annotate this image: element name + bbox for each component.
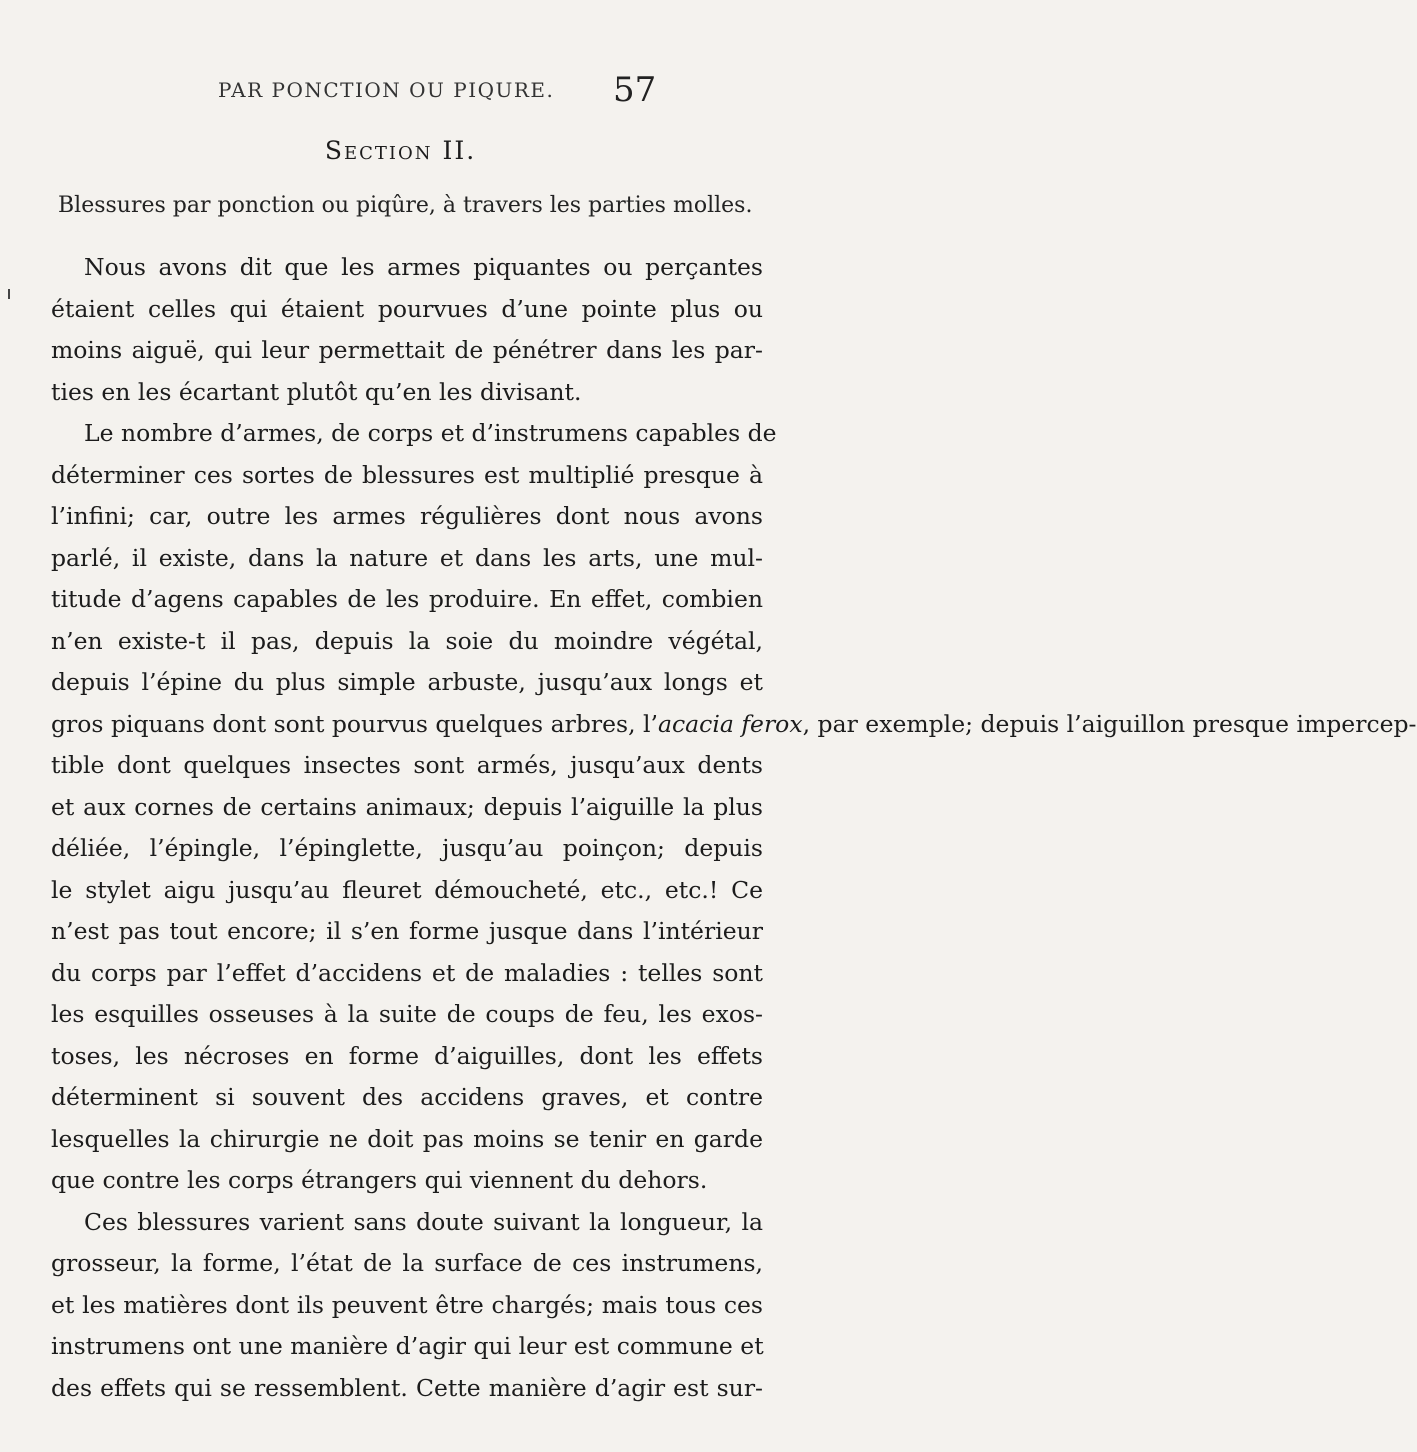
text-line: n’est pas tout encore; il s’en forme jusque dans l’intérieur [51, 917, 763, 945]
text-line: depuis l’épine du plus simple arbuste, jusqu’aux longs et [51, 668, 763, 696]
text-line: déterminer ces sortes de blessures est multiplié presque à [51, 460, 763, 489]
text-line: tible dont quelques insectes sont armés, jusqu’aux dents [51, 751, 763, 779]
text-line: Ces blessures varient sans doute suivant la longueur, la [84, 1207, 763, 1236]
text-line: déliée, l’épingle, l’épinglette, jusqu’au poinçon; depuis [51, 834, 763, 862]
margin-mark [8, 289, 10, 299]
text-line: le stylet aigu jusqu’au fleuret démoucheté, etc., etc.! Ce [51, 875, 763, 904]
section-title: Section II. [324, 136, 477, 165]
section-subtitle: Blessures par ponction ou piqûre, à travers les parties molles. [58, 193, 753, 218]
text-line: des effets qui se ressemblent. Cette manière d’agir est sur- [51, 1373, 763, 1402]
text-line: grosseur, la forme, l’état de la surface de ces instrumens, [51, 1249, 763, 1277]
text-line: moins aiguë, qui leur permettait de pénétrer dans les par- [51, 336, 763, 364]
running-header [218, 78, 678, 102]
text-line: et les matières dont ils peuvent être chargés; mais tous ces [51, 1290, 763, 1319]
text-line: étaient celles qui étaient pourvues d’une pointe plus ou [51, 294, 763, 323]
italic-term: acacia ferox [658, 709, 803, 738]
text-line: ties en les écartant plutôt qu’en les divisant. [51, 377, 582, 406]
text-segment: , par exemple; depuis l’aiguillon presque impercep- [802, 709, 1417, 738]
page-number: 57 [613, 70, 657, 110]
text-line: instrumens ont une manière d’agir qui leur est commune et [51, 1332, 764, 1360]
text-line: déterminent si souvent des accidens graves, et contre [51, 1083, 763, 1111]
text-line: toses, les nécroses en forme d’aiguilles, dont les effets [51, 1041, 763, 1070]
text-line: et aux cornes de certains animaux; depuis l’aiguille la plus [51, 792, 763, 821]
body-text [51, 247, 1417, 1409]
text-line: parlé, il existe, dans la nature et dans les arts, une mul- [51, 543, 763, 572]
text-line: Le nombre d’armes, de corps et d’instrumens capables de [84, 419, 777, 447]
text-line: du corps par l’effet d’accidens et de maladies : telles sont [51, 958, 763, 987]
text-line: Nous avons dit que les armes piquantes ou perçantes [84, 253, 763, 281]
text-line: titude d’agens capables de les produire. En effet, combien [51, 585, 763, 613]
text-line: que contre les corps étrangers qui viennent du dehors. [51, 1166, 708, 1194]
text-segment: gros piquans dont sont pourvus quelques arbres, l’ [51, 709, 658, 738]
running-title: PAR PONCTION OU PIQURE. [218, 78, 555, 102]
text-line: l’infini; car, outre les armes régulières dont nous avons [51, 502, 763, 530]
text-line-with-italic [51, 704, 1417, 746]
text-line: lesquelles la chirurgie ne doit pas moins se tenir en garde [51, 1124, 763, 1153]
text-line: n’en existe-t il pas, depuis la soie du moindre végétal, [51, 626, 763, 655]
text-line: les esquilles osseuses à la suite de coups de feu, les exos- [51, 1000, 763, 1028]
